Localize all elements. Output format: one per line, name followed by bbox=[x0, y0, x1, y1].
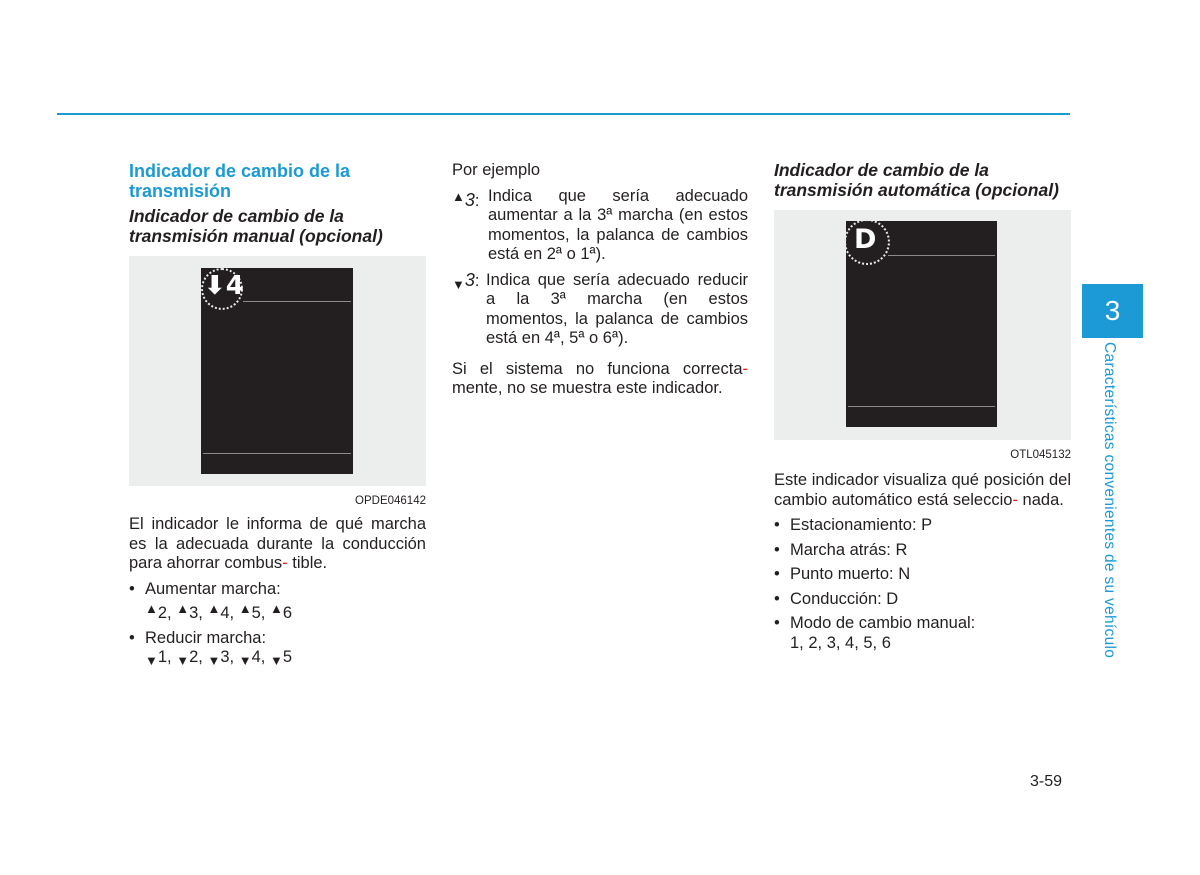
down-arrow-icon: ▼ bbox=[176, 653, 190, 668]
up-arrow-icon: ▲ bbox=[238, 601, 252, 616]
up-arrow-icon: ▲ bbox=[176, 601, 190, 616]
up-arrow-icon: ▲ bbox=[145, 601, 158, 616]
automatic-subheading: Indicador de cambio de la transmisión automática (opcional) bbox=[774, 160, 1059, 200]
list-item-upshift: • Aumentar marcha: ▲2, ▲3, ▲4, ▲5, ▲6 bbox=[129, 580, 426, 624]
up-arrow-icon: ▲ bbox=[207, 601, 221, 616]
up-arrow-icon: ▲ bbox=[269, 601, 283, 616]
screen-line-bottom bbox=[848, 406, 995, 407]
column-manual bbox=[129, 161, 426, 676]
cluster-screen bbox=[846, 221, 997, 427]
upshift-3-icon: ▲3: bbox=[452, 188, 480, 210]
list-item: • Conducción: D bbox=[774, 590, 1071, 610]
malfunction-note: Si el sistema no funciona correcta- mente, no se muestra este indicador. bbox=[452, 359, 748, 397]
header-rule bbox=[57, 113, 1070, 115]
automatic-indicator-figure bbox=[774, 210, 1071, 461]
manual-description: El indicador le informa de qué marcha es la adecuada durante la conducción para ahorrar combus- tible. bbox=[129, 515, 426, 572]
cluster-screen bbox=[201, 268, 353, 474]
drive-d-icon: D bbox=[854, 224, 877, 255]
down-arrow-icon: ▼ bbox=[145, 653, 158, 668]
down-arrow-icon: ▼ bbox=[238, 653, 252, 668]
list-item: • Punto muerto: N bbox=[774, 565, 1071, 585]
example-downshift: ▼3: Indica que sería adecuado reducir a la 3ª marcha (en estos momentos, la palanca de cambios está en 4ª, 5ª o 6ª). bbox=[452, 269, 748, 347]
list-item: • Modo de cambio manual: 1, 2, 3, 4, 5, 6 bbox=[774, 614, 1071, 653]
column-automatic bbox=[774, 161, 1071, 658]
chapter-tab: 3 bbox=[1082, 284, 1143, 338]
down-arrow-icon: ▼ bbox=[269, 653, 283, 668]
screen-line-top bbox=[888, 255, 995, 256]
manual-indicator-figure bbox=[129, 256, 426, 507]
downshift-3-icon: ▼3: bbox=[452, 269, 480, 292]
figure-code: OTL045132 bbox=[1010, 449, 1071, 461]
figure-code: OPDE046142 bbox=[355, 495, 426, 507]
section-heading: Indicador de cambio de la transmisión bbox=[129, 161, 351, 201]
page-number: 3-59 bbox=[1030, 773, 1063, 790]
column-examples bbox=[452, 161, 748, 399]
example-intro: Por ejemplo bbox=[452, 161, 541, 179]
screen-line-top bbox=[243, 301, 351, 302]
gear-position-list bbox=[774, 516, 1071, 653]
list-item: • Estacionamiento: P bbox=[774, 516, 1071, 536]
chapter-title: Características convenientes de su vehículo bbox=[1101, 342, 1118, 659]
screen-line-bottom bbox=[203, 453, 351, 454]
automatic-description: Este indicador visualiza qué posición del cambio automático está seleccio- nada. bbox=[774, 471, 1071, 509]
gear-change-list bbox=[129, 580, 426, 671]
example-upshift: ▲3: Indica que sería adecuado aumentar a la 3ª marcha (en estos momentos, la palanca de cambios está en 2ª o 1ª). bbox=[452, 186, 748, 263]
list-item: • Marcha atrás: R bbox=[774, 541, 1071, 561]
down-arrow-icon: ▼ bbox=[207, 653, 221, 668]
list-item-downshift: • Reducir marcha: ▼1, ▼2, ▼3, ▼4, ▼5 bbox=[129, 629, 426, 671]
manual-subheading: Indicador de cambio de la transmisión manual (opcional) bbox=[129, 206, 383, 246]
shift-down-4-icon: ⬇4 bbox=[204, 271, 244, 301]
